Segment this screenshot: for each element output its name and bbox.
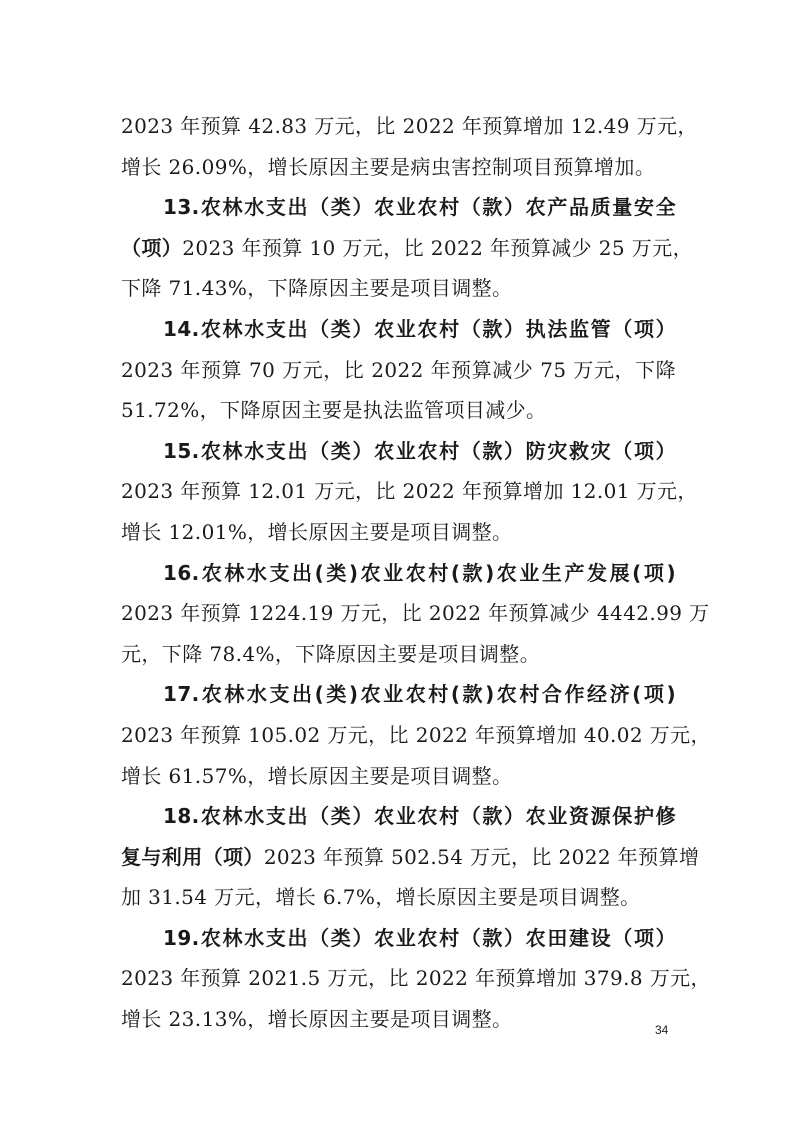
- section-heading: 16.农林水支出(类)农业农村(款)农业生产发展(项): [163, 560, 676, 585]
- paragraph-line: 2023 年预算 1224.19 万元，比 2022 年预算减少 4442.99 万: [121, 601, 710, 626]
- paragraph-line: 2023 年预算 2021.5 万元，比 2022 年预算增加 379.8 万元，: [121, 966, 711, 991]
- document-body: [121, 106, 711, 1040]
- paragraph-line: 增长 23.13%，增长原因主要是项目调整。: [121, 1007, 513, 1032]
- paragraph-line: 2023 年预算 12.01 万元，比 2022 年预算增加 12.01 万元，: [121, 479, 698, 504]
- section-heading: 15.农林水支出（类）农业农村（款）防灾救灾（项）: [163, 438, 676, 463]
- paragraph-line: 2023 年预算 105.02 万元，比 2022 年预算增加 40.02 万元，: [121, 722, 711, 747]
- line-text: 2023 年预算 502.54 万元，比 2022 年预算增: [263, 844, 700, 869]
- section-heading: 14.农林水支出（类）农业农村（款）执法监管（项）: [163, 316, 676, 341]
- paragraph-line: 2023 年预算 42.83 万元，比 2022 年预算增加 12.49 万元，: [121, 114, 698, 138]
- paragraph-line: 下降 71.43%，下降原因主要是项目调整。: [121, 276, 513, 301]
- paragraph-line: 元，下降 78.4%，下降原因主要是项目调整。: [121, 641, 541, 666]
- section-heading: 17.农林水支出(类)农业农村(款)农村合作经济(项): [163, 682, 676, 707]
- paragraph-line: 增长 26.09%，增长原因主要是病虫害控制项目预算增加。: [121, 154, 656, 179]
- paragraph-line: [121, 837, 700, 878]
- heading-continuation: （项）: [121, 235, 183, 260]
- heading-continuation: 复与利用（项）: [121, 844, 264, 869]
- paragraph-line: 51.72%，下降原因主要是执法监管项目减少。: [121, 398, 547, 423]
- page-number: 34: [655, 1023, 669, 1037]
- paragraph-line: 增长 61.57%，增长原因主要是项目调整。: [121, 763, 513, 788]
- paragraph-line: 增长 12.01%，增长原因主要是项目调整。: [121, 519, 513, 544]
- section-heading: 19.农林水支出（类）农业农村（款）农田建设（项）: [163, 925, 676, 950]
- section-heading: 18.农林水支出（类）农业农村（款）农业资源保护修: [163, 804, 676, 829]
- paragraph-line: 加 31.54 万元，增长 6.7%，增长原因主要是项目调整。: [121, 885, 641, 910]
- paragraph-line: 2023 年预算 70 万元，比 2022 年预算减少 75 万元，下降: [121, 357, 676, 382]
- section-heading: 13.农林水支出（类）农业农村（款）农产品质量安全: [163, 195, 676, 220]
- line-text: 2023 年预算 10 万元，比 2022 年预算减少 25 万元，: [182, 235, 693, 260]
- paragraph-line: [121, 228, 693, 269]
